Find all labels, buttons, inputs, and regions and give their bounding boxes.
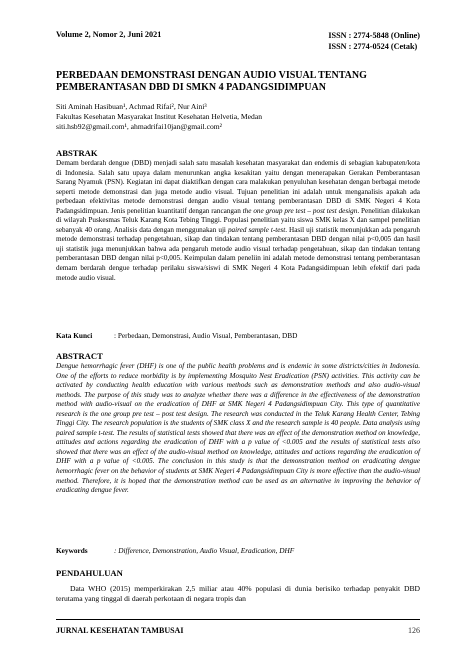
page-footer — [56, 626, 420, 635]
issn-online: ISSN : 2774-5848 (Online) — [328, 31, 420, 40]
abstrak-text — [56, 159, 420, 283]
footer-divider — [56, 619, 420, 620]
keywords-label: Keywords — [56, 546, 88, 555]
abstrak-italic-design: the one group pre test – post test design — [242, 206, 358, 215]
abstrak-heading: ABSTRAK — [56, 148, 98, 158]
pendahuluan-text: Data WHO (2015) memperkirakan 2,5 miliar atau 40% populasi di dunia berisiko terhadap penyakit DBD terutama yang tinggal di daerah perkotaan di negara tropis dan — [56, 584, 420, 604]
author-affiliation: Fakultas Kesehatan Masyarakat Institut Kesehatan Helvetia, Medan — [56, 112, 263, 122]
author-block — [56, 102, 420, 133]
journal-name: JURNAL KESEHATAN TAMBUSAI — [56, 626, 184, 635]
kata-kunci-label: Kata Kunci — [56, 331, 93, 340]
author-emails: siti.hsb92@gmail.com¹, ahmadrifai10jan@gmail.com² — [56, 122, 222, 132]
abstrak-part: . Hasil uji statistik menunjukkan ada pengaruh metode demonstrasi terhadap pengetahuan, sikap dan tindakan tentang pemberantasan DBD dengan nilai p<0,005 dan hasil uji statistik juga menunjukkan bahwa ada pengaruh metode audio visual terhadap pengetahuan, sikap dan tindakan tentang pemberantasan DBD dengan nilai p<0,005. Keimpulan dalam peneliin ini adalah metode demonstrasi tentang pemberantasan demam berdarah dengue terhadap perilaku siswa/siswi di SMK Negeri 4 Kota Padangsidimpuan lebih efektif dari pada metode audio visual. — [56, 225, 421, 282]
keywords-value: : Difference, Demonstration, Audio Visual, Eradication, DHF — [114, 546, 295, 555]
abstrak-italic-test: paired sample t-test — [227, 225, 286, 234]
abstrak-part: . Penelitian dilakukan di wilayah Puskesmas Teluk Karang Kota Tebing Tinggi. Populasi penelitian yaitu siswa SMK kelas X dan sampel penelitian sebanyak 40 orang. Analisis data dengan menggunakan uji — [56, 206, 420, 234]
pendahuluan-heading: PENDAHULUAN — [56, 568, 123, 578]
title-line: PEMBERANTASAN DBD DI SMKN 4 PADANGSIDIMPUAN — [56, 81, 326, 93]
kata-kunci-row — [56, 331, 420, 340]
abstract-text: Dengue hemorrhagic fever (DHF) is one of the public health problems and is endemic in some districts/cities in Indonesia. One of the efforts to reduce morbidity is by implementing Mosquito Nest Eradication (PSN) activities. This activity can be activated by conducting health education with various methods such as demonstration methods and also audio-visual methods. The purpose of this study was to analyze whether there was a difference in the effectiveness of the demonstration method with audio-visual on the eradication of DHF at SMK Negeri 4 Padangsidimpuan City. This type of quantitative research is the one group pre test – post test design. The research was conducted in the Teluk Karang Health Center, Tebing Tinggi City. The research population is the students of SMK class X and the research sample is 40 people. Data analysis using paired sample t-test. The results of statistical tests showed that there was an effect of the demonstration method on knowledge, attitudes and actions regarding the eradication of DHF with a p value of <0.005 and the results of statistical tests also showed that there was an effect of the audio-visual method on knowledge, attitudes and actions regarding the eradication of DHF with a p value of <0.005. The conclusion in this study is that the demonstration method on eradicating dengue hemorrhagic fever on the behavior of students at SMK Negeri 4 Padangsidimpuan City is more effective than the audio-visual method. Therefore, it is hoped that the demonstration method can be used as an alternative in improving the behavior of eradicating dengue fever. — [56, 362, 420, 495]
issn-print: ISSN : 2774-0524 (Cetak) — [328, 42, 418, 51]
paper-title — [56, 70, 420, 93]
abstrak-part: Demam berdarah dengue (DBD) menjadi salah satu masalah kesehatan masyarakat dan endemis di sebagian kabupaten/kota di Indonesia. Salah satu upaya dalam menurunkan angka kesakitan yaitu dengan menerapakan Gerakan Pemberantasan Sarang Nyamuk (PSN). Kegiatan ini dapat diaktifkan dengan cara malakukan penyuluhan kesehatan dengan berbagai metode seperti metode demonstrasi dan juga metode audio visual. Tujuan penelitian ini adalah untuk menganalisis apakah ada perbedaan efektivitas metode demonstrasi dengan audio visual tentang pemberantasan DBD di SMK Negeri 4 Kota Padangsidimpuan. Jenis penelitian kuantitatif dengan rancangan — [56, 159, 420, 215]
kata-kunci-value: : Perbedaan, Demonstrasi, Audio Visual, Pemberantasan, DBD — [114, 331, 298, 340]
title-line: PERBEDAAN DEMONSTRASI DENGAN AUDIO VISUAL TENTANG — [56, 70, 367, 81]
page-number: 126 — [408, 626, 420, 635]
keywords-row — [56, 546, 420, 555]
author-names: Siti Aminah Hasibuan¹, Achmad Rifai², Nur Aini³ — [56, 102, 207, 111]
abstract-heading: ABSTRACT — [56, 351, 103, 361]
volume-info: Volume 2, Nomor 2, Juni 2021 — [56, 30, 162, 39]
issn-block — [328, 30, 420, 52]
